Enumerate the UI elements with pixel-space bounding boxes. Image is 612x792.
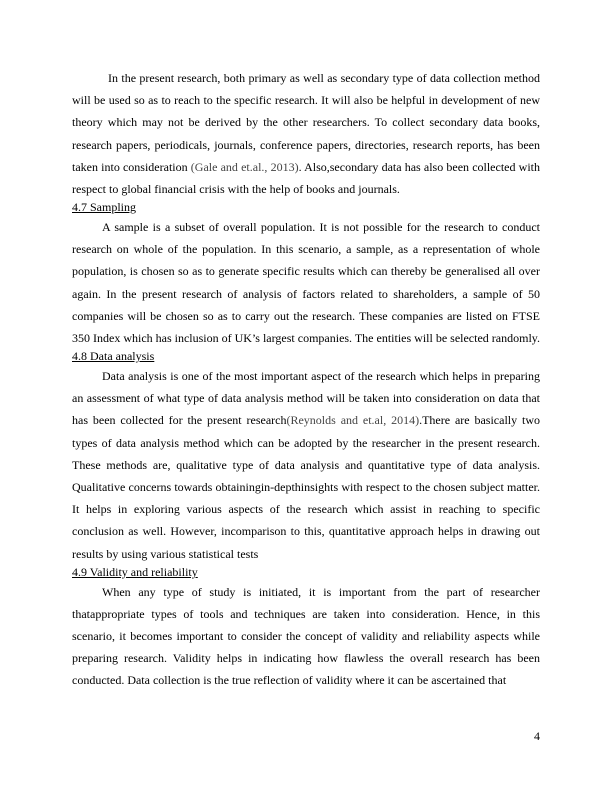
paragraph-text: .There are basically two types of data analysis method which can be adopted by the researcher in the present research. These methods are, qualitative type of data analysis and quantitative type of data analysis. Qualitative concerns towards obtainingin-depthinsights with respect to the chosen subject matter. It helps in exploring various aspects of the research which assist in reaching to specific conclusion as well. However, incomparison to this, quantitative approach helps in drawing out results by using various statistical tests — [72, 413, 540, 561]
page-number: 4 — [534, 729, 540, 743]
paragraph-text: In the present research, both primary as well as secondary type of data collection method will be used so as to reach to the specific research. It will also be helpful in development of new theory which may not be derived by the other researchers. To collect secondary data books, research papers, periodicals, journals, conference papers, directories, research reports, has been taken into consideration — [72, 71, 540, 174]
section-heading-data-analysis: 4.8 Data analysis — [72, 349, 155, 364]
paragraph-validity-reliability: When any type of study is initiated, it is important from the part of researcher thatappropriate types of tools and techniques are taken into consideration. Hence, in this scenario, it becomes important to consider the concept of validity and reliability aspects while preparing research. Validity helps in indicating how flawless the overall research has been conducted. Data collection is the true reflection of validity where it can be ascertained that — [72, 584, 540, 688]
paragraph-sampling: A sample is a subset of overall population. It is not possible for the research to conduct research on whole of the population. In this scenario, a sample, as a representation of whole population, is chosen so as to generate specific results which can thereby be generalised all over again. In the present research of analysis of factors related to shareholders, a sample of 50 companies will be chosen so as to carry out the research. These companies are listed on FTSE 350 Index which has inclusion of UK’s largest companies. The entities will be selected randomly. — [72, 220, 541, 346]
paragraph-text: . Also,secondary data has also been collected with respect to global financial crisis with the help of books and journals. — [72, 159, 540, 197]
paragraph-data-analysis — [72, 365, 540, 565]
paragraph-data-collection — [72, 67, 540, 200]
citation: (Reynolds and et.al, 2014) — [286, 413, 420, 428]
paragraph-text: Data analysis is one of the most important aspect of the research which helps in preparing an assessment of what type of data analysis method will be taken into consideration on data that has been collected for the present research — [72, 369, 540, 428]
citation: (Gale and et.al., 2013) — [190, 159, 299, 174]
section-heading-sampling: 4.7 Sampling — [72, 200, 137, 215]
document-page — [72, 67, 540, 692]
section-heading-validity-reliability: 4.9 Validity and reliability — [72, 564, 198, 579]
